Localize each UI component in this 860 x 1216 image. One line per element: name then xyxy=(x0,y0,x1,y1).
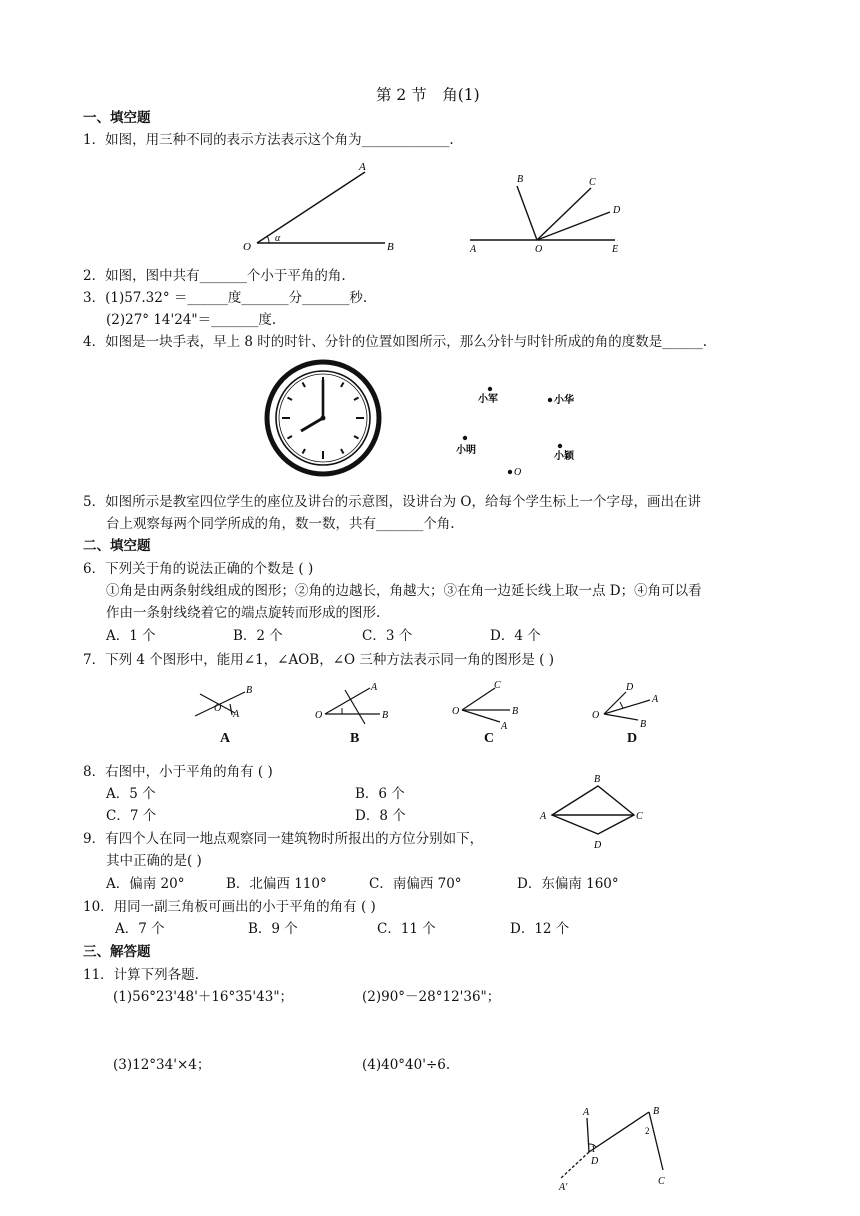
question-4: 4．如图是一块手表，早上 8 时的时针、分针的位置如图所示，那么分针与时针所成的角的度数是______. xyxy=(83,334,708,350)
q7-label-b: B xyxy=(350,731,360,746)
svg-text:A': A' xyxy=(559,1182,568,1193)
question-5-line-1: 5．如图所示是教室四位学生的座位及讲台的示意图，设讲台为 O，给每个学生标上一个字母，画出在讲 xyxy=(83,494,701,510)
seat-label-xiaohua: 小华 xyxy=(554,395,574,406)
question-9-line-1: 9．有四个人在同一地点观察同一建筑物时所报出的方位分别如下， xyxy=(83,831,484,847)
q10-option-a: A．7 个 xyxy=(115,921,165,937)
q9-option-b: B．北偏西 110° xyxy=(226,876,327,892)
svg-text:D: D xyxy=(591,1156,599,1167)
label-A: A xyxy=(470,244,477,255)
seat-label-xiaoying: 小颖 xyxy=(554,451,574,462)
svg-text:A: A xyxy=(233,709,240,720)
question-5-line-2: 台上观察每两个同学所成的角，数一数，共有_______个角. xyxy=(106,516,455,532)
svg-text:O: O xyxy=(315,710,323,721)
svg-text:B: B xyxy=(246,685,253,696)
question-8: 8．右图中，小于平角的角有 ( ) xyxy=(83,764,273,780)
question-11: 11．计算下列各题. xyxy=(83,967,199,983)
svg-text:C: C xyxy=(494,680,501,691)
seat-label-xiaojun: 小军 xyxy=(478,394,498,405)
svg-text:A: A xyxy=(501,721,508,732)
podium-label-o: O xyxy=(514,467,522,478)
label-A: A xyxy=(359,161,366,173)
svg-text:B: B xyxy=(594,774,601,785)
q8-option-b: B．6 个 xyxy=(355,786,405,802)
svg-text:C: C xyxy=(636,811,643,822)
svg-text:O: O xyxy=(592,710,600,721)
q10-option-d: D．12 个 xyxy=(510,921,570,937)
figure-rays-from-o xyxy=(465,170,635,260)
q8-option-d: D．8 个 xyxy=(355,808,406,824)
q7-figure-a xyxy=(190,680,270,730)
question-7: 7．下列 4 个图形中，能用∠1，∠AOB，∠O 三种方法表示同一角的图形是 ( ) xyxy=(83,652,554,668)
q7-label-c: C xyxy=(484,731,495,746)
section-heading-2: 二、填空题 xyxy=(83,538,151,554)
svg-text:B: B xyxy=(382,710,389,721)
label-B: B xyxy=(517,174,524,185)
q11-figure-fold xyxy=(553,1104,683,1194)
q6-option-c: C．3 个 xyxy=(362,628,413,644)
page-title: 第 2 节 角(1) xyxy=(376,86,480,104)
q11-part-3: (3)12°34'×4； xyxy=(113,1057,211,1073)
label-D: D xyxy=(613,205,621,216)
svg-text:1: 1 xyxy=(591,1144,596,1154)
q11-part-1: (1)56°23'48'＋16°35'43"； xyxy=(113,989,294,1005)
q8-option-a: A．5 个 xyxy=(106,786,156,802)
q10-option-b: B．9 个 xyxy=(248,921,298,937)
svg-text:O: O xyxy=(452,706,460,717)
question-6-text-1: ①角是由两条射线组成的图形；②角的边越长，角越大；③在角一边延长线上取一点 D；④角可以看 xyxy=(106,583,702,599)
question-10: 10．用同一副三角板可画出的小于平角的角有 ( ) xyxy=(83,899,376,915)
q8-option-c: C．7 个 xyxy=(106,808,157,824)
svg-text:B: B xyxy=(512,706,519,717)
q7-figure-d xyxy=(590,678,675,733)
svg-text:A: A xyxy=(371,682,378,693)
svg-text:A: A xyxy=(540,811,547,822)
q9-option-c: C．南偏西 70° xyxy=(369,876,462,892)
label-O: O xyxy=(243,241,251,253)
svg-text:A: A xyxy=(583,1107,590,1118)
question-6: 6．下列关于角的说法正确的个数是 ( ) xyxy=(83,561,314,577)
svg-text:O: O xyxy=(214,703,222,714)
q7-label-a: A xyxy=(220,731,231,746)
question-6-text-2: 作由一条射线绕着它的端点旋转而形成的图形. xyxy=(106,605,381,621)
q6-option-d: D．4 个 xyxy=(490,628,541,644)
figure-classroom-seats xyxy=(450,380,590,480)
svg-text:D: D xyxy=(626,682,634,693)
seat-label-xiaoming: 小明 xyxy=(456,445,476,456)
section-heading-3: 三、解答题 xyxy=(83,944,151,960)
q7-figure-c xyxy=(450,678,530,733)
svg-text:2: 2 xyxy=(645,1126,650,1136)
q10-option-c: C．11 个 xyxy=(377,921,436,937)
svg-text:B: B xyxy=(653,1106,660,1117)
label-B: B xyxy=(387,241,394,253)
label-E: E xyxy=(612,244,619,255)
q11-part-2: (2)90°－28°12'36"； xyxy=(362,989,501,1005)
svg-text:B: B xyxy=(640,719,647,730)
label-alpha: α xyxy=(275,233,281,244)
q7-figure-b xyxy=(310,680,400,730)
q8-figure-quadrilateral xyxy=(538,770,658,855)
question-9-line-2: 其中正确的是( ) xyxy=(106,853,202,869)
section-heading-1: 一、填空题 xyxy=(83,110,151,126)
question-3-part-1: 3．(1)57.32° ＝______度_______分_______秒. xyxy=(83,290,368,306)
svg-text:A: A xyxy=(652,694,659,705)
label-O: O xyxy=(535,244,543,255)
question-1: 1．如图，用三种不同的表示方法表示这个角为_____________. xyxy=(83,132,454,148)
figure-angle-alpha xyxy=(235,158,415,258)
question-3-part-2: (2)27° 14'24"＝_______度. xyxy=(106,312,277,328)
svg-text:C: C xyxy=(658,1176,665,1187)
q9-option-d: D．东偏南 160° xyxy=(517,876,619,892)
q7-label-d: D xyxy=(627,731,638,746)
question-2: 2．如图，图中共有_______个小于平角的角. xyxy=(83,268,346,284)
label-C: C xyxy=(589,177,596,188)
q11-part-4: (4)40°40'÷6. xyxy=(362,1057,451,1073)
q9-option-a: A．偏南 20° xyxy=(106,876,185,892)
figure-watch-clock xyxy=(263,358,383,478)
svg-text:D: D xyxy=(594,840,602,851)
q6-option-b: B．2 个 xyxy=(233,628,283,644)
q6-option-a: A．1 个 xyxy=(106,628,156,644)
